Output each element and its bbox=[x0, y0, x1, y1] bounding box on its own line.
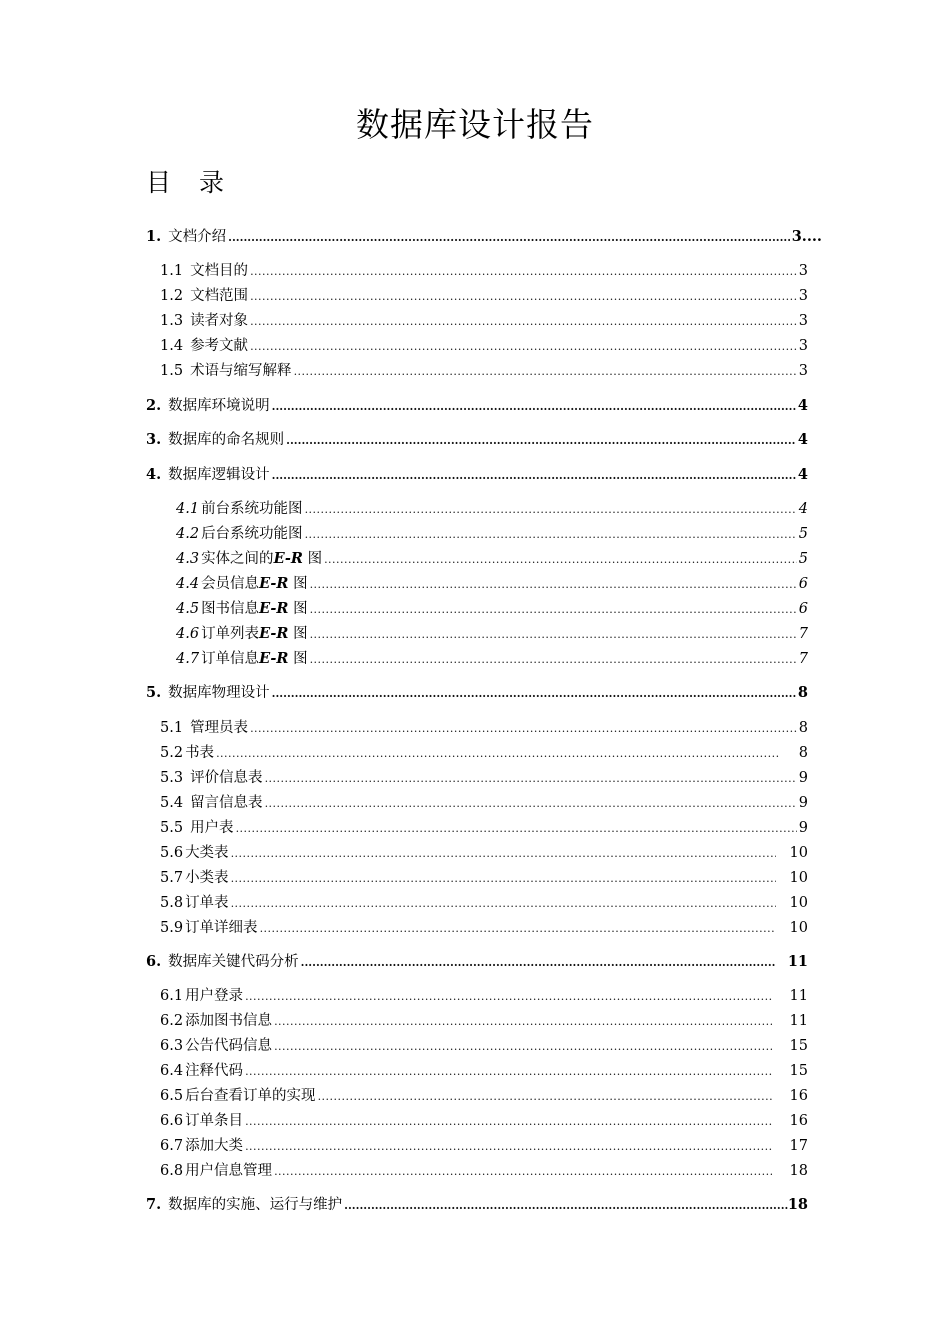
toc-entry-number: 6.2 bbox=[160, 1013, 184, 1029]
toc-entry[interactable] bbox=[176, 498, 808, 520]
toc-entry-title: 添加图书信息 bbox=[185, 1013, 273, 1029]
toc-entry-title: 评价信息表 bbox=[190, 770, 263, 786]
toc-entry-page: 6 bbox=[798, 601, 808, 617]
toc-entry-number: 2. bbox=[146, 397, 162, 414]
toc-entry-number: 1. bbox=[146, 228, 162, 245]
toc-entry-page: 4 bbox=[797, 466, 808, 483]
toc-entry-title: 文档目的 bbox=[190, 263, 249, 279]
toc-entry-page: 4 bbox=[798, 501, 808, 517]
toc-entry[interactable] bbox=[160, 867, 808, 889]
toc-entry[interactable] bbox=[160, 360, 808, 382]
toc-entry-page: 11 bbox=[789, 1013, 808, 1029]
toc-entry-number: 5.5 bbox=[160, 820, 184, 836]
toc-entry-page: 18 bbox=[789, 1163, 808, 1179]
toc-entry-page: 10 bbox=[789, 870, 808, 886]
toc-leader-dots bbox=[245, 1061, 771, 1083]
toc-leader-dots bbox=[305, 499, 797, 521]
toc-entry[interactable] bbox=[160, 742, 808, 764]
toc-entry-page: 4 bbox=[797, 431, 808, 448]
toc-entry[interactable] bbox=[176, 573, 808, 595]
toc-entry[interactable] bbox=[146, 464, 808, 486]
toc-leader-dots bbox=[245, 1111, 771, 1133]
toc-leader-dots bbox=[310, 599, 797, 621]
toc-entry-page: 15 bbox=[789, 1063, 808, 1079]
toc-leader-dots bbox=[216, 743, 779, 765]
toc-entry-page: 7 bbox=[798, 651, 808, 667]
toc-leader-dots bbox=[250, 311, 797, 333]
toc-entry-title: 注释代码 bbox=[185, 1063, 244, 1079]
toc-entry-number: 5.9 bbox=[160, 920, 184, 936]
toc-entry[interactable] bbox=[146, 226, 822, 248]
toc-entry[interactable] bbox=[146, 429, 808, 451]
toc-leader-dots bbox=[265, 793, 797, 815]
toc-entry-number: 5.1 bbox=[160, 720, 184, 736]
toc-entry-title: 订单表 bbox=[185, 895, 229, 911]
toc-entry-page: 3.... bbox=[791, 228, 822, 245]
toc-entry[interactable] bbox=[160, 892, 808, 914]
toc-leader-dots bbox=[228, 227, 790, 249]
toc-entry-page: 5 bbox=[798, 551, 808, 567]
toc-entry-number: 4.3 bbox=[176, 551, 200, 567]
toc-entry-page: 18 bbox=[787, 1196, 808, 1213]
toc-entry-number: 4.6 bbox=[176, 626, 200, 642]
toc-entry-number: 4. bbox=[146, 466, 162, 483]
toc-entry-number: 6.4 bbox=[160, 1063, 184, 1079]
toc-entry[interactable] bbox=[160, 767, 808, 789]
toc-entry-title: 用户表 bbox=[190, 820, 234, 836]
toc-entry-number: 5.8 bbox=[160, 895, 184, 911]
toc-entry-page: 3 bbox=[798, 263, 808, 279]
toc-entry-title: 实体之间的E-R 图 bbox=[201, 550, 323, 567]
toc-entry-page: 4 bbox=[797, 397, 808, 414]
toc-leader-dots bbox=[305, 524, 797, 546]
toc-entry-number: 4.7 bbox=[176, 651, 200, 667]
toc-entry-number: 6.3 bbox=[160, 1038, 184, 1054]
toc-entry-number: 1.3 bbox=[160, 313, 184, 329]
toc-entry[interactable] bbox=[160, 1160, 808, 1182]
toc-entry-title: 订单条目 bbox=[185, 1113, 244, 1129]
toc-leader-dots bbox=[318, 1086, 772, 1108]
toc-entry-number: 6. bbox=[146, 953, 162, 970]
toc-entry-page: 17 bbox=[789, 1138, 808, 1154]
toc-entry[interactable] bbox=[176, 598, 808, 620]
toc-entry-page: 6 bbox=[798, 576, 808, 592]
toc-entry-title: 留言信息表 bbox=[190, 795, 263, 811]
toc-entry[interactable] bbox=[176, 523, 808, 545]
toc-leader-dots bbox=[301, 952, 776, 974]
toc-leader-dots bbox=[324, 549, 797, 571]
toc-entry-number: 1.4 bbox=[160, 338, 184, 354]
toc-leader-dots bbox=[310, 624, 797, 646]
toc-entry-number: 6.6 bbox=[160, 1113, 184, 1129]
toc-entry-title: 用户登录 bbox=[185, 988, 244, 1004]
toc-leader-dots bbox=[274, 1036, 771, 1058]
toc-leader-dots bbox=[272, 683, 796, 705]
toc-entry-number: 7. bbox=[146, 1196, 162, 1213]
toc-leader-dots bbox=[344, 1195, 788, 1217]
toc-entry-title: 参考文献 bbox=[190, 338, 249, 354]
toc-entry-page: 8 bbox=[798, 745, 808, 761]
toc-entry-page: 8 bbox=[798, 720, 808, 736]
toc-leader-dots bbox=[260, 918, 776, 940]
toc-entry-page: 16 bbox=[789, 1113, 808, 1129]
toc-entry[interactable] bbox=[160, 285, 808, 307]
toc-entry[interactable] bbox=[160, 1035, 808, 1057]
toc-entry-page: 10 bbox=[789, 920, 808, 936]
toc-entry-title: 前台系统功能图 bbox=[201, 501, 303, 517]
toc-entry-title: 小类表 bbox=[185, 870, 229, 886]
toc-entry-number: 5.4 bbox=[160, 795, 184, 811]
toc-entry-number: 4.2 bbox=[176, 526, 200, 542]
toc-entry-title: 读者对象 bbox=[190, 313, 249, 329]
toc-entry-title: 数据库逻辑设计 bbox=[168, 467, 270, 483]
toc-entry[interactable] bbox=[146, 395, 808, 417]
toc-entry-title: 订单列表E-R 图 bbox=[201, 625, 308, 642]
toc-entry-page: 10 bbox=[789, 845, 808, 861]
toc-entry-title: 术语与缩写解释 bbox=[190, 363, 292, 379]
document-title: 数据库设计报告 bbox=[356, 105, 594, 144]
toc-entry-title: 公告代码信息 bbox=[185, 1038, 273, 1054]
toc-entry-number: 6.5 bbox=[160, 1088, 184, 1104]
toc-entry[interactable] bbox=[160, 1060, 808, 1082]
toc-entry-page: 11 bbox=[787, 953, 808, 970]
toc-leader-dots bbox=[231, 843, 776, 865]
toc-entry[interactable] bbox=[160, 817, 808, 839]
toc-entry[interactable] bbox=[176, 623, 808, 645]
toc-entry-page: 3 bbox=[798, 313, 808, 329]
toc-entry-title: 添加大类 bbox=[185, 1138, 244, 1154]
toc-leader-dots bbox=[274, 1161, 771, 1183]
toc-entry-title: 文档介绍 bbox=[168, 229, 227, 245]
toc-entry-number: 1.5 bbox=[160, 363, 184, 379]
toc-leader-dots bbox=[231, 868, 776, 890]
toc-leader-dots bbox=[272, 465, 796, 487]
toc-leader-dots bbox=[286, 430, 796, 452]
toc-entry-number: 3. bbox=[146, 431, 162, 448]
toc-entry[interactable] bbox=[160, 792, 808, 814]
toc-entry-number: 4.1 bbox=[176, 501, 200, 517]
toc-entry-number: 5.7 bbox=[160, 870, 184, 886]
toc-entry-title: 大类表 bbox=[185, 845, 229, 861]
toc-entry-title: 数据库物理设计 bbox=[168, 685, 270, 701]
toc-entry-title: 用户信息管理 bbox=[185, 1163, 273, 1179]
toc-entry-number: 6.8 bbox=[160, 1163, 184, 1179]
toc-entry-number: 6.1 bbox=[160, 988, 184, 1004]
toc-entry[interactable] bbox=[176, 548, 808, 570]
toc-entry-number: 6.7 bbox=[160, 1138, 184, 1154]
toc-entry-title: 后台查看订单的实现 bbox=[185, 1088, 316, 1104]
toc-entry-page: 3 bbox=[798, 363, 808, 379]
toc-leader-dots bbox=[310, 574, 797, 596]
toc-entry-title: 数据库的命名规则 bbox=[168, 432, 285, 448]
toc-entry-page: 11 bbox=[789, 988, 808, 1004]
toc-entry-number: 5.2 bbox=[160, 745, 184, 761]
toc-entry-title: 订单详细表 bbox=[185, 920, 258, 936]
toc-entry-title: 数据库环境说明 bbox=[168, 398, 270, 414]
toc-entry[interactable] bbox=[160, 917, 808, 939]
toc-entry-page: 3 bbox=[798, 338, 808, 354]
toc-entry[interactable] bbox=[176, 648, 808, 670]
toc-entry[interactable] bbox=[160, 260, 808, 282]
toc-entry-number: 5. bbox=[146, 684, 162, 701]
toc-entry-page: 16 bbox=[789, 1088, 808, 1104]
toc-entry[interactable] bbox=[160, 1085, 808, 1107]
toc-leader-dots bbox=[272, 396, 796, 418]
toc-entry-page: 7 bbox=[798, 626, 808, 642]
toc-leader-dots bbox=[294, 361, 797, 383]
toc-leader-dots bbox=[250, 336, 797, 358]
toc-entry-page: 9 bbox=[798, 820, 808, 836]
toc-entry-title: 订单信息E-R 图 bbox=[201, 650, 308, 667]
toc-entry-page: 5 bbox=[798, 526, 808, 542]
toc-entry[interactable] bbox=[160, 1135, 808, 1157]
toc-entry[interactable] bbox=[146, 1194, 808, 1216]
toc-entry[interactable] bbox=[146, 951, 808, 973]
toc-entry-number: 1.1 bbox=[160, 263, 184, 279]
toc-leader-dots bbox=[231, 893, 776, 915]
toc-entry-page: 8 bbox=[797, 684, 808, 701]
toc-entry[interactable] bbox=[160, 717, 808, 739]
toc-leader-dots bbox=[245, 1136, 771, 1158]
toc-entry-number: 1.2 bbox=[160, 288, 184, 304]
toc-heading: 目 录 bbox=[146, 168, 234, 197]
toc-leader-dots bbox=[250, 718, 797, 740]
toc-leader-dots bbox=[250, 261, 797, 283]
toc-entry-number: 4.5 bbox=[176, 601, 200, 617]
toc-entry[interactable] bbox=[160, 985, 808, 1007]
toc-entry-number: 4.4 bbox=[176, 576, 200, 592]
toc-entry-page: 15 bbox=[789, 1038, 808, 1054]
toc-leader-dots bbox=[236, 818, 797, 840]
toc-entry-title: 文档范围 bbox=[190, 288, 249, 304]
toc-entry-number: 5.3 bbox=[160, 770, 184, 786]
toc-entry-page: 9 bbox=[798, 770, 808, 786]
toc-entry[interactable] bbox=[160, 335, 808, 357]
toc-entry[interactable] bbox=[160, 1010, 808, 1032]
toc-entry[interactable] bbox=[160, 842, 808, 864]
toc-leader-dots bbox=[274, 1011, 771, 1033]
toc-leader-dots bbox=[265, 768, 797, 790]
toc-leader-dots bbox=[310, 649, 797, 671]
toc-entry-page: 9 bbox=[798, 795, 808, 811]
toc-entry[interactable] bbox=[160, 1110, 808, 1132]
toc-entry-title: 会员信息E-R 图 bbox=[201, 575, 308, 592]
toc-entry[interactable] bbox=[146, 682, 808, 704]
toc-entry-page: 10 bbox=[789, 895, 808, 911]
toc-entry[interactable] bbox=[160, 310, 808, 332]
toc-entry-title: 数据库的实施、运行与维护 bbox=[168, 1197, 343, 1213]
toc-entry-title: 书表 bbox=[185, 745, 215, 761]
toc-entry-title: 管理员表 bbox=[190, 720, 249, 736]
toc-leader-dots bbox=[245, 986, 771, 1008]
toc-entry-page: 3 bbox=[798, 288, 808, 304]
toc-entry-title: 后台系统功能图 bbox=[201, 526, 303, 542]
toc-entry-number: 5.6 bbox=[160, 845, 184, 861]
toc-entry-title: 图书信息E-R 图 bbox=[201, 600, 308, 617]
toc-entry-title: 数据库关键代码分析 bbox=[168, 954, 299, 970]
toc-leader-dots bbox=[250, 286, 797, 308]
